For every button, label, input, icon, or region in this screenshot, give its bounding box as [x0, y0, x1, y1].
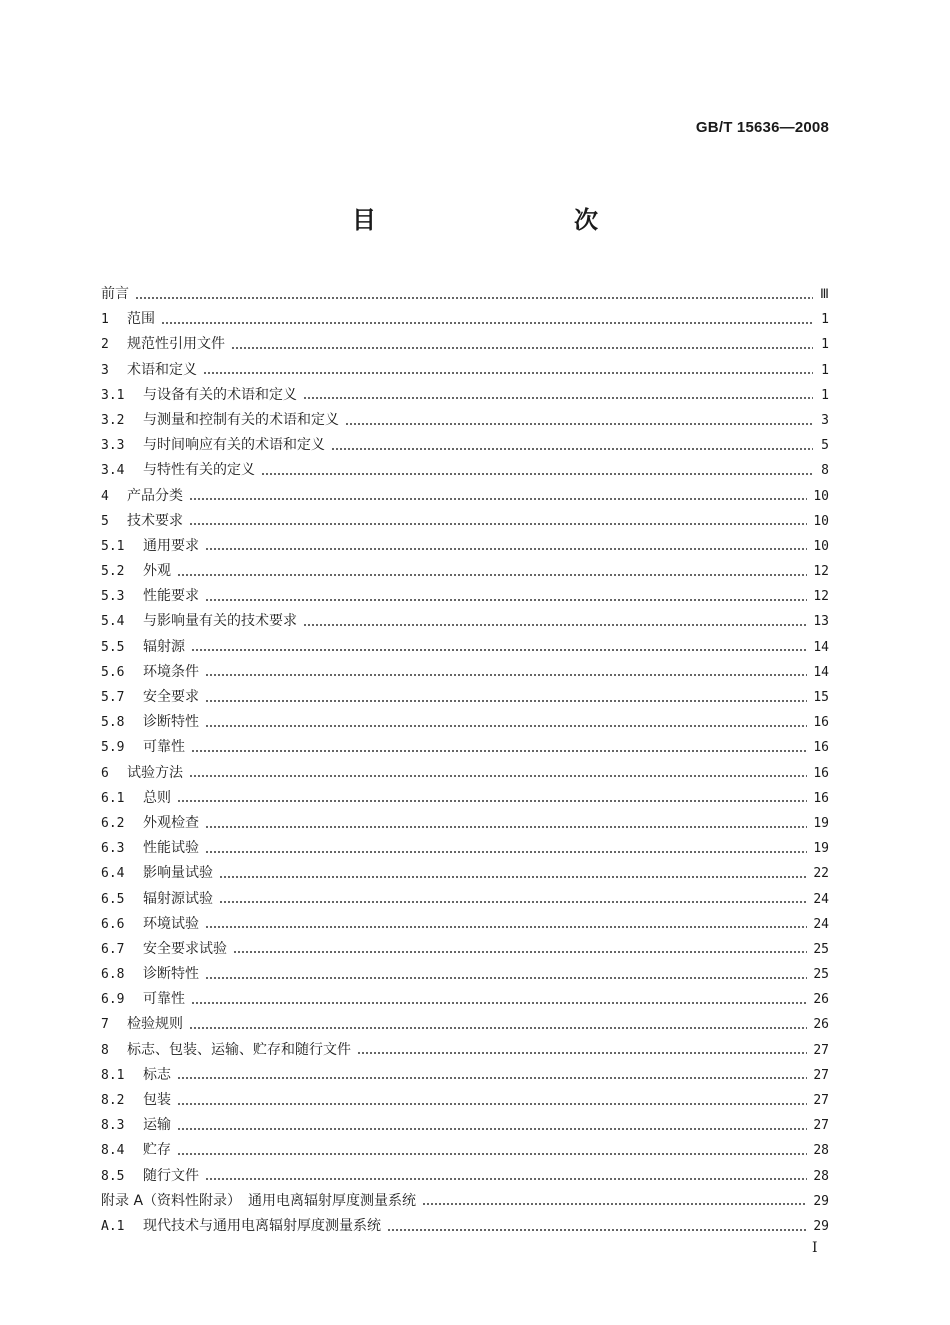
- toc-entry[interactable]: [101, 458, 829, 483]
- toc-entry-label: 可靠性: [143, 739, 185, 756]
- toc-entry-number: 7: [101, 1017, 109, 1033]
- toc-entry[interactable]: [101, 786, 829, 811]
- toc-entry-page: 1: [821, 387, 829, 403]
- toc-entry[interactable]: [101, 937, 829, 962]
- toc-entry-number: 5.4: [101, 614, 125, 630]
- toc-entry-number: 8.5: [101, 1168, 125, 1184]
- toc-entry-page: 24: [813, 916, 829, 932]
- dot-leader: [177, 1153, 807, 1155]
- toc-entry-page: 1: [821, 312, 829, 328]
- toc-entry-label: 辐射源: [143, 638, 185, 655]
- toc-entry-number: 6.5: [101, 891, 125, 907]
- toc-entry-page: 27: [813, 1093, 829, 1108]
- toc-entry-page: 29: [813, 1218, 829, 1234]
- toc-entry-page: 10: [813, 538, 829, 554]
- toc-entry-label: 技术要求: [127, 512, 183, 529]
- toc-entry-label: 环境条件: [143, 663, 199, 680]
- toc-entry-page: 27: [813, 1118, 829, 1134]
- toc-entry[interactable]: [101, 584, 829, 609]
- toc-entry[interactable]: [101, 559, 829, 584]
- toc-entry-label: 诊断特性: [143, 714, 199, 731]
- toc-entry[interactable]: [101, 635, 829, 660]
- toc-entry[interactable]: [101, 282, 829, 307]
- dot-leader: [261, 473, 813, 475]
- table-of-contents: [101, 282, 829, 1239]
- dot-leader: [177, 574, 807, 576]
- toc-entry-page: Ⅲ: [820, 287, 829, 302]
- toc-entry-label: 范围: [127, 311, 155, 328]
- dot-leader: [161, 322, 813, 324]
- toc-entry-number: 5.6: [101, 664, 125, 680]
- toc-entry[interactable]: [101, 660, 829, 685]
- toc-entry-number: 5.3: [101, 589, 125, 605]
- toc-entry[interactable]: [101, 1214, 829, 1239]
- toc-entry-page: 16: [813, 790, 829, 806]
- toc-entry-page: 19: [813, 841, 829, 857]
- toc-entry[interactable]: [101, 1012, 829, 1037]
- toc-entry[interactable]: [101, 1113, 829, 1138]
- toc-entry-number: 2: [101, 337, 109, 353]
- standard-code: GB/T 15636—2008: [695, 119, 829, 136]
- toc-entry-number: A.1: [101, 1218, 125, 1234]
- toc-entry-number: 4: [101, 488, 109, 504]
- toc-entry-page: 29: [813, 1193, 829, 1209]
- toc-entry[interactable]: [101, 534, 829, 559]
- toc-entry[interactable]: [101, 1038, 829, 1063]
- page-number: I: [812, 1240, 818, 1256]
- toc-entry-page: 10: [813, 488, 829, 504]
- toc-entry-page: 26: [813, 992, 829, 1008]
- dot-leader: [219, 876, 807, 878]
- toc-entry-page: 14: [813, 639, 829, 655]
- toc-entry-page: 12: [813, 564, 829, 580]
- toc-entry-number: 5.2: [101, 564, 125, 580]
- dot-leader: [205, 548, 807, 550]
- toc-entry-number: 3.1: [101, 387, 125, 403]
- toc-entry-label: 与特性有关的定义: [143, 462, 255, 479]
- toc-entry-page: 24: [813, 891, 829, 907]
- toc-entry[interactable]: [101, 609, 829, 634]
- toc-entry-page: 1: [821, 337, 829, 353]
- toc-entry-page: 28: [813, 1143, 829, 1159]
- toc-entry[interactable]: [101, 332, 829, 357]
- toc-entry[interactable]: [101, 1138, 829, 1163]
- toc-entry-number: 3.3: [101, 438, 125, 454]
- toc-entry[interactable]: [101, 962, 829, 987]
- toc-entry-label: 性能要求: [143, 588, 199, 605]
- toc-entry-page: 28: [813, 1168, 829, 1184]
- toc-entry-page: 3: [821, 412, 829, 428]
- toc-entry-page: 22: [813, 866, 829, 882]
- dot-leader: [177, 800, 807, 802]
- toc-entry[interactable]: [101, 811, 829, 836]
- toc-entry[interactable]: [101, 408, 829, 433]
- dot-leader: [233, 951, 807, 953]
- toc-entry[interactable]: [101, 987, 829, 1012]
- toc-entry-label: 与设备有关的术语和定义: [143, 386, 297, 403]
- dot-leader: [203, 372, 813, 374]
- toc-entry-label: 试验方法: [127, 764, 183, 781]
- toc-entry-page: 27: [813, 1042, 829, 1058]
- toc-entry-label: 外观: [143, 563, 171, 580]
- toc-entry-number: 6.4: [101, 866, 125, 882]
- toc-entry-label: 标志: [143, 1066, 171, 1083]
- toc-entry-page: 16: [813, 715, 829, 731]
- toc-entry-label: 规范性引用文件: [127, 336, 225, 353]
- page-title: 目 次: [352, 206, 648, 234]
- toc-entry-number: 3: [101, 362, 109, 378]
- toc-entry[interactable]: [101, 735, 829, 760]
- toc-entry-number: 5.7: [101, 690, 125, 705]
- toc-entry-label: 包装: [143, 1092, 171, 1108]
- toc-entry-page: 14: [813, 664, 829, 680]
- toc-entry-page: 25: [813, 967, 829, 983]
- toc-entry-page: 25: [813, 941, 829, 957]
- dot-leader: [205, 674, 807, 676]
- toc-entry-number: 3.4: [101, 463, 125, 479]
- toc-entry-label: 前言: [101, 286, 129, 302]
- toc-entry[interactable]: [101, 1189, 829, 1214]
- dot-leader: [205, 926, 807, 928]
- toc-entry-label: 辐射源试验: [143, 890, 213, 907]
- toc-entry-page: 15: [813, 690, 829, 705]
- toc-entry[interactable]: [101, 433, 829, 458]
- toc-entry-label: 与影响量有关的技术要求: [143, 613, 297, 630]
- dot-leader: [357, 1052, 807, 1054]
- toc-entry-page: 8: [821, 463, 829, 479]
- toc-entry-label: 性能试验: [143, 840, 199, 857]
- toc-entry-label: 标志、包装、运输、贮存和随行文件: [127, 1041, 351, 1058]
- dot-leader: [177, 1103, 807, 1105]
- toc-entry[interactable]: [101, 685, 829, 710]
- dot-leader: [303, 624, 807, 626]
- toc-entry-number: 6.9: [101, 992, 125, 1008]
- dot-leader: [189, 523, 807, 525]
- dot-leader: [191, 750, 807, 752]
- dot-leader: [191, 1002, 807, 1004]
- toc-entry-number: 8.3: [101, 1118, 125, 1134]
- toc-entry-label: 安全要求: [143, 689, 199, 705]
- toc-entry[interactable]: [101, 509, 829, 534]
- toc-entry-number: 6.7: [101, 941, 125, 957]
- toc-entry-number: 5.9: [101, 740, 125, 756]
- dot-leader: [189, 775, 807, 777]
- toc-entry-label: 环境试验: [143, 915, 199, 932]
- toc-entry[interactable]: [101, 710, 829, 735]
- toc-entry-page: 10: [813, 513, 829, 529]
- toc-entry-page: 1: [821, 362, 829, 378]
- toc-entry-number: 8.4: [101, 1143, 125, 1159]
- dot-leader: [189, 1027, 807, 1029]
- dot-leader: [205, 700, 807, 702]
- toc-entry[interactable]: [101, 1164, 829, 1189]
- toc-entry-number: 5.8: [101, 715, 125, 731]
- toc-entry-label: 附录 A（资料性附录） 通用电离辐射厚度测量系统: [101, 1192, 417, 1209]
- toc-entry-number: 5: [101, 513, 109, 529]
- toc-entry-page: 13: [813, 614, 829, 630]
- dot-leader: [205, 1178, 807, 1180]
- toc-entry-number: 6.3: [101, 841, 125, 857]
- dot-leader: [189, 498, 807, 500]
- toc-entry-page: 12: [813, 589, 829, 605]
- toc-entry[interactable]: [101, 1088, 829, 1113]
- toc-entry-number: 8: [101, 1042, 109, 1058]
- toc-entry-label: 诊断特性: [143, 966, 199, 983]
- toc-entry-number: 8.2: [101, 1093, 125, 1108]
- toc-entry-page: 19: [813, 815, 829, 831]
- dot-leader: [205, 725, 807, 727]
- toc-entry-page: 16: [813, 765, 829, 781]
- dot-leader: [205, 826, 807, 828]
- toc-entry[interactable]: [101, 836, 829, 861]
- dot-leader: [191, 649, 807, 651]
- toc-entry-label: 现代技术与通用电离辐射厚度测量系统: [143, 1217, 381, 1234]
- toc-entry[interactable]: [101, 383, 829, 408]
- toc-entry-label: 安全要求试验: [143, 940, 227, 957]
- dot-leader: [345, 423, 813, 425]
- dot-leader: [205, 977, 807, 979]
- toc-entry-number: 6.6: [101, 916, 125, 932]
- toc-entry[interactable]: [101, 1063, 829, 1088]
- toc-entry-number: 6.2: [101, 815, 125, 831]
- toc-entry-label: 检验规则: [127, 1016, 183, 1033]
- toc-entry[interactable]: [101, 861, 829, 886]
- toc-entry[interactable]: [101, 887, 829, 912]
- toc-entry-page: 16: [813, 740, 829, 756]
- dot-leader: [177, 1128, 807, 1130]
- toc-entry[interactable]: [101, 484, 829, 509]
- toc-entry-label: 随行文件: [143, 1167, 199, 1184]
- toc-entry-number: 6: [101, 765, 109, 781]
- toc-entry-label: 通用要求: [143, 537, 199, 554]
- toc-entry-number: 5.1: [101, 538, 125, 554]
- dot-leader: [331, 448, 813, 450]
- toc-entry-page: 5: [821, 438, 829, 454]
- dot-leader: [135, 297, 813, 299]
- toc-entry-label: 运输: [143, 1117, 171, 1134]
- toc-entry-label: 与测量和控制有关的术语和定义: [143, 411, 339, 428]
- toc-entry-label: 产品分类: [127, 487, 183, 504]
- dot-leader: [387, 1229, 807, 1231]
- toc-entry-number: 6.8: [101, 967, 125, 983]
- toc-entry-number: 6.1: [101, 790, 125, 806]
- toc-entry-label: 术语和定义: [127, 361, 197, 378]
- dot-leader: [231, 347, 813, 349]
- toc-entry-number: 3.2: [101, 412, 125, 428]
- toc-entry-label: 与时间响应有关的术语和定义: [143, 437, 325, 454]
- dot-leader: [205, 599, 807, 601]
- toc-entry-number: 5.5: [101, 639, 125, 655]
- toc-entry-label: 贮存: [143, 1142, 171, 1159]
- toc-entry[interactable]: [101, 761, 829, 786]
- dot-leader: [219, 901, 807, 903]
- dot-leader: [422, 1203, 807, 1205]
- toc-entry[interactable]: [101, 307, 829, 332]
- dot-leader: [303, 397, 813, 399]
- toc-entry-number: 1: [101, 312, 109, 328]
- toc-entry-number: 8.1: [101, 1067, 125, 1083]
- toc-entry-label: 外观检查: [143, 814, 199, 831]
- toc-entry-label: 影响量试验: [143, 865, 213, 882]
- dot-leader: [177, 1077, 807, 1079]
- toc-entry[interactable]: [101, 912, 829, 937]
- dot-leader: [205, 851, 807, 853]
- toc-entry[interactable]: [101, 358, 829, 383]
- toc-entry-label: 可靠性: [143, 991, 185, 1008]
- toc-entry-label: 总则: [143, 789, 171, 806]
- toc-entry-page: 27: [813, 1067, 829, 1083]
- toc-entry-page: 26: [813, 1017, 829, 1033]
